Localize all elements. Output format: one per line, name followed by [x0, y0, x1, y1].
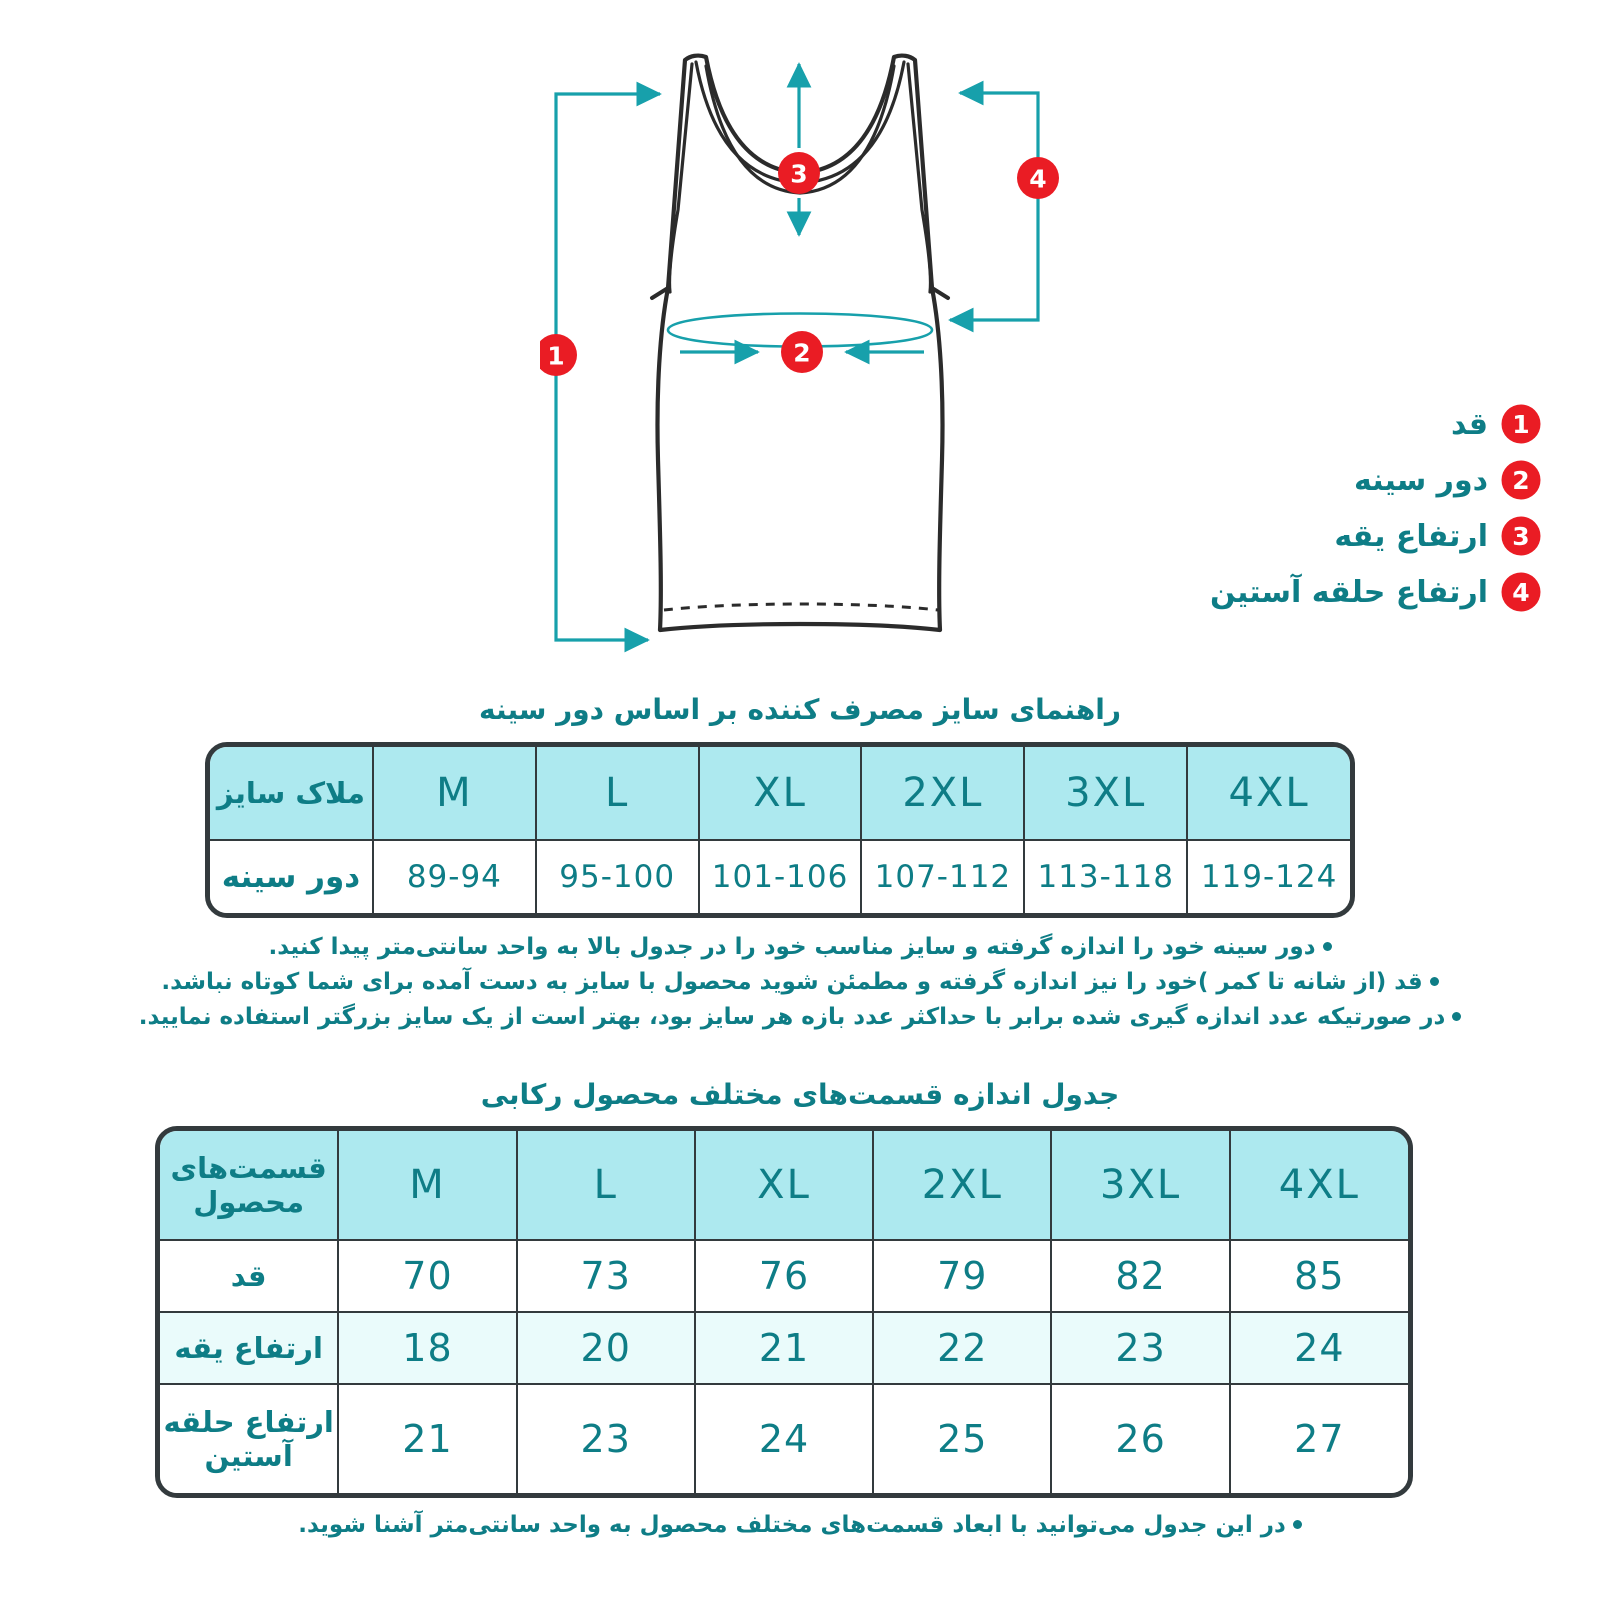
table2-neck-l: 20 — [517, 1312, 695, 1384]
note-item — [0, 1000, 1600, 1035]
note-text: قد (از شانه تا کمر )خود را نیز اندازه گرفته و مطمئن شوید محصول با سایز به دست آمده برای شما کوتاه نباشد. — [161, 968, 1423, 995]
marker-badge-1 — [540, 334, 577, 376]
table2-neck-m: 18 — [338, 1312, 516, 1384]
table2-header-xl: XL — [695, 1131, 873, 1240]
table1-header-m: M — [373, 747, 536, 840]
table2-row-label-armhole: ارتفاع حلقه آستین — [160, 1384, 338, 1493]
note-text: در این جدول می‌توانید با ابعاد قسمت‌های مختلف محصول به واحد سانتی‌متر آشنا شوید. — [298, 1512, 1286, 1538]
table-row — [160, 1384, 1408, 1493]
note-item — [0, 965, 1600, 1000]
table1-header-xl: XL — [699, 747, 862, 840]
table-row — [160, 1312, 1408, 1384]
bullet-dot-icon — [1293, 1520, 1302, 1529]
table1-chest-3xl: 113-118 — [1024, 840, 1187, 913]
tank-top-diagram — [540, 30, 1060, 670]
table1-title: راهنمای سایز مصرف کننده بر اساس دور سینه — [479, 693, 1121, 726]
legend-item-2 — [1120, 461, 1540, 499]
table2-row-label-neck: ارتفاع یقه — [160, 1312, 338, 1384]
table2-row-label-length: قد — [160, 1240, 338, 1312]
legend-badge-2-icon: 2 — [1502, 461, 1540, 499]
table2-armhole-m: 21 — [338, 1384, 516, 1493]
legend-badge-3-icon: 3 — [1502, 517, 1540, 555]
measurement-legend — [1120, 405, 1540, 611]
svg-text:3: 3 — [790, 159, 808, 189]
table2-header-l: L — [517, 1131, 695, 1240]
note-text: در صورتیکه عدد اندازه گیری شده برابر با حداکثر عدد بازه هر سایز بود، بهتر است از یک سایز بزرگتر استفاده نمایید. — [138, 1003, 1446, 1030]
table-row — [210, 840, 1350, 913]
table2-length-l: 73 — [517, 1240, 695, 1312]
table2-armhole-l: 23 — [517, 1384, 695, 1493]
marker-badge-4 — [1017, 157, 1059, 199]
bullet-dot-icon — [1430, 977, 1439, 986]
table1-chest-l: 95-100 — [536, 840, 699, 913]
note-item — [0, 930, 1600, 965]
table2-header-2xl: 2XL — [873, 1131, 1051, 1240]
table2-armhole-xl: 24 — [695, 1384, 873, 1493]
table2-length-4xl: 85 — [1230, 1240, 1408, 1312]
table1-chest-4xl: 119-124 — [1187, 840, 1350, 913]
table2-header-parts: قسمت‌های محصول — [160, 1131, 338, 1240]
table2-neck-xl: 21 — [695, 1312, 873, 1384]
table2-neck-2xl: 22 — [873, 1312, 1051, 1384]
bullet-dot-icon — [1452, 1012, 1461, 1021]
legend-label-1: قد — [1451, 406, 1488, 442]
legend-label-3: ارتفاع یقه — [1334, 518, 1488, 554]
table2-length-m: 70 — [338, 1240, 516, 1312]
table2-header-m: M — [338, 1131, 516, 1240]
table2-neck-3xl: 23 — [1051, 1312, 1229, 1384]
table1-header-2xl: 2XL — [861, 747, 1024, 840]
table1-header-4xl: 4XL — [1187, 747, 1350, 840]
product-measurements-table — [155, 1126, 1413, 1498]
table2-header-row — [160, 1131, 1408, 1240]
table1-header-3xl: 3XL — [1024, 747, 1187, 840]
table2-notes — [0, 1508, 1600, 1543]
table2-length-2xl: 79 — [873, 1240, 1051, 1312]
marker-badge-3 — [778, 152, 820, 194]
table1-chest-2xl: 107-112 — [861, 840, 1024, 913]
legend-label-2: دور سینه — [1354, 462, 1488, 498]
table2-neck-4xl: 24 — [1230, 1312, 1408, 1384]
table1-chest-xl: 101-106 — [699, 840, 862, 913]
table2-title: جدول اندازه قسمت‌های مختلف محصول رکابی — [480, 1078, 1120, 1111]
marker-badge-2 — [781, 331, 823, 373]
note-item — [0, 1508, 1600, 1543]
table2-length-xl: 76 — [695, 1240, 873, 1312]
note-text: دور سینه خود را اندازه گرفته و سایز مناسب خود را در جدول بالا به واحد سانتی‌متر پیدا کنید. — [268, 934, 1316, 960]
legend-item-4 — [1120, 573, 1540, 611]
table1-header-criterion: ملاک سایز — [210, 747, 373, 840]
svg-text:2: 2 — [793, 338, 811, 368]
consumer-size-table — [205, 742, 1355, 918]
legend-badge-4-icon: 4 — [1502, 573, 1540, 611]
table2-length-3xl: 82 — [1051, 1240, 1229, 1312]
table1-header-row — [210, 747, 1350, 840]
legend-badge-1-icon: 1 — [1502, 405, 1540, 443]
table1-chest-m: 89-94 — [373, 840, 536, 913]
table2-armhole-2xl: 25 — [873, 1384, 1051, 1493]
table2-header-4xl: 4XL — [1230, 1131, 1408, 1240]
table1-header-l: L — [536, 747, 699, 840]
table-row — [160, 1240, 1408, 1312]
legend-item-1 — [1120, 405, 1540, 443]
legend-item-3 — [1120, 517, 1540, 555]
table1-row-label-chest: دور سینه — [210, 840, 373, 913]
table2-armhole-3xl: 26 — [1051, 1384, 1229, 1493]
table2-armhole-4xl: 27 — [1230, 1384, 1408, 1493]
table2-header-3xl: 3XL — [1051, 1131, 1229, 1240]
legend-label-4: ارتفاع حلقه آستین — [1210, 574, 1488, 610]
svg-text:4: 4 — [1029, 164, 1047, 194]
table1-notes — [0, 930, 1600, 1035]
svg-text:1: 1 — [547, 341, 565, 371]
bullet-dot-icon — [1323, 942, 1332, 951]
